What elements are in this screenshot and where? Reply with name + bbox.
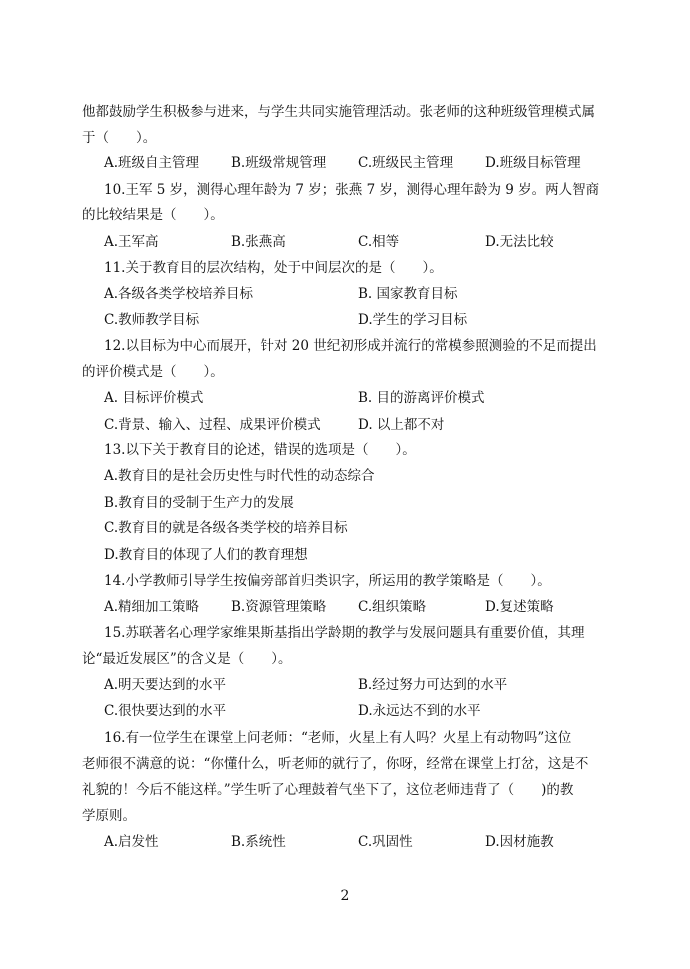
q11-option-c: C.教师教学目标 bbox=[104, 312, 200, 328]
question-16-line4: 学原则。 bbox=[82, 808, 136, 824]
question-9-text-line1: 他都鼓励学生积极参与进来，与学生共同实施管理活动。张老师的这种班级管理模式属 bbox=[82, 104, 595, 120]
question-16-line3: 礼貌的！今后不能这样。”学生听了心理鼓着气坐下了，这位老师违背了（ )的教 bbox=[82, 782, 574, 798]
q15-option-a: A.明天要达到的水平 bbox=[104, 677, 227, 693]
q9-option-c: C.班级民主管理 bbox=[358, 155, 454, 171]
q14-option-b: B.资源管理策略 bbox=[231, 599, 327, 615]
question-11: 11.关于教育目的层次结构，处于中间层次的是（ ）。 bbox=[104, 260, 443, 276]
q9-option-d: D.班级目标管理 bbox=[485, 155, 581, 171]
q14-option-a: A.精细加工策略 bbox=[104, 599, 200, 615]
question-16-line1: 16.有一位学生在课堂上问老师：“老师，火星上有人吗？火星上有动物吗”这位 bbox=[104, 730, 572, 746]
q16-option-a: A.启发性 bbox=[104, 834, 159, 850]
q10-option-c: C.相等 bbox=[358, 234, 400, 250]
q9-option-b: B.班级常规管理 bbox=[231, 155, 327, 171]
q13-option-b: B.教育目的受制于生产力的发展 bbox=[104, 495, 294, 511]
q16-option-b: B.系统性 bbox=[231, 834, 286, 850]
q10-option-b: B.张燕高 bbox=[231, 234, 286, 250]
q11-option-a: A.各级各类学校培养目标 bbox=[104, 286, 254, 302]
question-12-line1: 12.以目标为中心而展开，针对 20 世纪初形成并流行的常模参照测验的不足而提出 bbox=[104, 338, 597, 354]
q11-option-b: B. 国家教育目标 bbox=[358, 286, 458, 302]
q12-option-d: D. 以上都不对 bbox=[358, 417, 445, 433]
q16-option-d: D.因材施教 bbox=[485, 834, 554, 850]
question-12-line2: 的评价模式是（ ）。 bbox=[82, 364, 224, 380]
q12-option-c: C.背景、输入、过程、成果评价模式 bbox=[104, 417, 321, 433]
q14-option-c: C.组织策略 bbox=[358, 599, 427, 615]
q15-option-d: D.永远达不到的水平 bbox=[358, 703, 481, 719]
q14-option-d: D.复述策略 bbox=[485, 599, 554, 615]
q15-option-b: B.经过努力可达到的水平 bbox=[358, 677, 508, 693]
page-number: 2 bbox=[340, 888, 350, 904]
question-15-line1: 15.苏联著名心理学家维果斯基指出学龄期的教学与发展问题具有重要价值，其理 bbox=[104, 625, 585, 641]
question-10-line2: 的比较结果是（ ）。 bbox=[82, 207, 224, 223]
question-16-line2: 老师很不满意的说：“你懂什么，听老师的就行了，你呀，经常在课堂上打岔，这是不 bbox=[82, 756, 589, 772]
q10-option-a: A.王军高 bbox=[104, 234, 159, 250]
question-14: 14.小学教师引导学生按偏旁部首归类识字，所运用的教学策略是（ ）。 bbox=[104, 573, 551, 589]
q15-option-c: C.很快要达到的水平 bbox=[104, 703, 227, 719]
question-10-line1: 10.王军 5 岁，测得心理年龄为 7 岁；张燕 7 岁，测得心理年龄为 9 岁。两人智商 bbox=[104, 182, 600, 198]
question-13: 13.以下关于教育目的论述，错误的选项是（ ）。 bbox=[104, 442, 416, 458]
q12-option-a: A. 目标评价模式 bbox=[104, 390, 204, 406]
q10-option-d: D.无法比较 bbox=[485, 234, 554, 250]
q16-option-c: C.巩固性 bbox=[358, 834, 413, 850]
question-9-text-line2: 于（ ）。 bbox=[82, 130, 157, 146]
q13-option-d: D.教育目的体现了人们的教育理想 bbox=[104, 547, 308, 563]
q13-option-a: A.教育目的是社会历史性与时代性的动态综合 bbox=[104, 468, 375, 484]
q11-option-d: D.学生的学习目标 bbox=[358, 312, 468, 328]
q9-option-a: A.班级自主管理 bbox=[104, 155, 200, 171]
question-15-line2: 论“最近发展区”的含义是（ ）。 bbox=[82, 651, 292, 667]
q13-option-c: C.教育目的就是各级各类学校的培养目标 bbox=[104, 520, 348, 536]
q12-option-b: B. 目的游离评价模式 bbox=[358, 390, 485, 406]
